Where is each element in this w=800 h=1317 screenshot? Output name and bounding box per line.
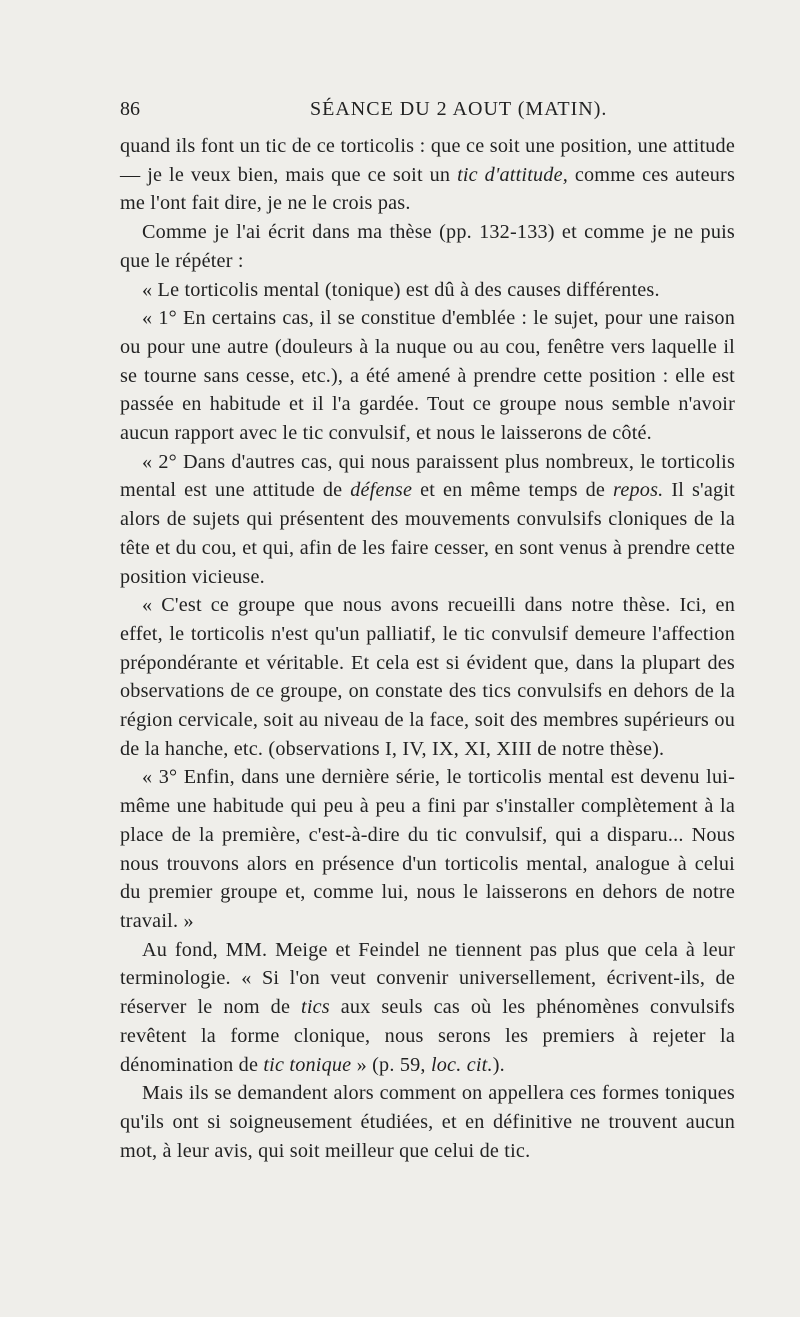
paragraph: « C'est ce groupe que nous avons recueilli dans notre thèse. Ici, en effet, le torticolis n'est qu'un palliatif, le tic convulsif demeure l'affection prépondérante et véritable. Et cela est si évident que, dans la plupart des observations de ce groupe, on constate des tics convulsifs en dehors de la région cervicale, soit au niveau de la face, soit des membres supérieurs ou de la hanche, etc. (observations I, IV, IX, XI, XIII de notre thèse). xyxy=(120,594,735,760)
paragraph: « Le torticolis mental (tonique) est dû à des causes différentes. xyxy=(142,278,660,301)
running-title: SÉANCE DU 2 AOUT (MATIN). xyxy=(310,98,608,120)
paragraph: « 3° Enfin, dans une dernière série, le torticolis mental est devenu lui-même une habitude qui peu à peu a fini par s'installer complètement à la place de la première, c'est-à-dire du tic convulsif, qui a disparu... Nous nous trouvons alors en présence d'un torticolis mental, analogue à celui du premier groupe et, comme lui, nous le laisserons en dehors de notre travail. » xyxy=(120,766,735,932)
paragraph: Au fond, MM. Meige et Feindel ne tiennent pas plus que cela à leur terminologie. « Si l'on veut convenir universellement, écrivent-ils, de réserver le nom de tics aux seuls cas où les phénomènes convulsifs revêtent la forme clonique, nous serons les premiers à rejeter la dénomination de tic tonique » (p. 59, loc. cit.). xyxy=(120,938,735,1076)
paragraph: Mais ils se demandent alors comment on appellera ces formes toniques qu'ils ont si soigneusement étudiées, et en définitive ne trouvent aucun mot, à leur avis, qui soit meilleur que celui de tic. xyxy=(120,1082,735,1162)
paragraph: Comme je l'ai écrit dans ma thèse (pp. 132-133) et comme je ne puis que le répéter : xyxy=(120,221,735,272)
page-number: 86 xyxy=(120,98,140,120)
body-text xyxy=(120,132,735,1165)
paragraph: « 1° En certains cas, il se constitue d'emblée : le sujet, pour une raison ou pour une autre (douleurs à la nuque ou au cou, fenêtre vers laquelle il se tourne sans cesse, etc.), a été amené à prendre cette position : elle est passée en habitude et il l'a gardée. Tout ce groupe nous semble n'avoir aucun rapport avec le tic convulsif, et nous le laisserons de côté. xyxy=(120,307,735,445)
page-header xyxy=(120,98,735,128)
paragraph: « 2° Dans d'autres cas, qui nous paraissent plus nombreux, le torticolis mental est une attitude de défense et en même temps de repos. Il s'agit alors de sujets qui présentent des mouvements convulsifs cloniques de la tête et du cou, et qui, afin de les faire cesser, en sont venus à prendre cette position vicieuse. xyxy=(120,450,735,588)
paragraph: quand ils font un tic de ce torticolis : que ce soit une position, une attitude — je le veux bien, mais que ce soit un tic d'attitude, comme ces auteurs me l'ont fait dire, je ne le crois pas. xyxy=(120,135,736,215)
